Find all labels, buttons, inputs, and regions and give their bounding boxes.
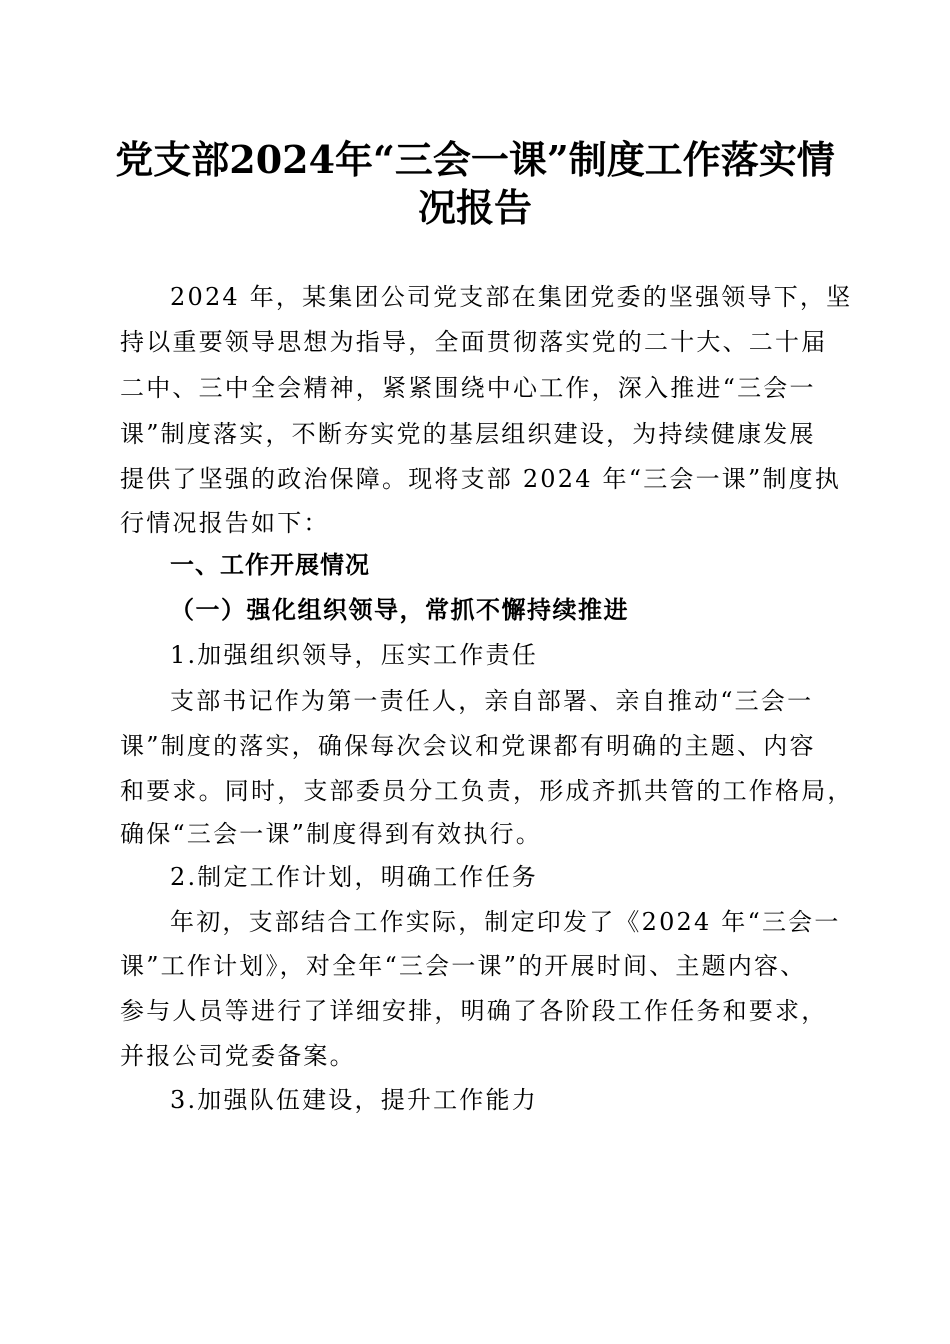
- section-heading-1: 一、工作开展情况: [170, 551, 370, 579]
- intro-line-6: 行情况报告如下：: [120, 509, 330, 537]
- intro-line-2: 持以重要领导思想为指导，全面贯彻落实党的二十大、二十届: [120, 328, 828, 356]
- item1-body-line-1: 支部书记作为第一责任人，亲自部署、亲自推动“三会一: [170, 687, 814, 715]
- intro-line-5: 提供了坚强的政治保障。现将支部 2024 年“三会一课”制度执: [120, 465, 842, 493]
- subsection-heading-1: （一）强化组织领导，常抓不懈持续推进: [170, 595, 629, 624]
- item-heading-1: 1.加强组织领导，压实工作责任: [170, 641, 538, 669]
- item2-body-line-2: 课”工作计划》，对全年“三会一课”的开展时间、主题内容、: [120, 952, 807, 980]
- item1-body-line-3: 和要求。同时，支部委员分工负责，形成齐抓共管的工作格局，: [120, 777, 854, 805]
- item-heading-2: 2.制定工作计划，明确工作任务: [170, 863, 538, 891]
- intro-line-4: 课”制度落实，不断夯实党的基层组织建设，为持续健康发展: [120, 420, 816, 448]
- intro-line-1: 2024 年，某集团公司党支部在集团党委的坚强领导下，坚: [170, 283, 853, 311]
- item2-body-line-4: 并报公司党委备案。: [120, 1042, 356, 1070]
- item2-body-line-1: 年初，支部结合工作实际，制定印发了《2024 年“三会一: [170, 908, 841, 936]
- item1-body-line-2: 课”制度的落实，确保每次会议和党课都有明确的主题、内容: [120, 732, 816, 760]
- item1-body-line-4: 确保“三会一课”制度得到有效执行。: [120, 820, 542, 848]
- document-title-line-2: 况报告: [417, 185, 532, 230]
- document-title-line-1: 党支部2024年“三会一课”制度工作落实情: [115, 137, 835, 182]
- item-heading-3: 3.加强队伍建设，提升工作能力: [170, 1086, 538, 1114]
- item2-body-line-3: 参与人员等进行了详细安排，明确了各阶段工作任务和要求，: [120, 997, 828, 1025]
- intro-line-3: 二中、三中全会精神，紧紧围绕中心工作，深入推进“三会一: [120, 374, 816, 402]
